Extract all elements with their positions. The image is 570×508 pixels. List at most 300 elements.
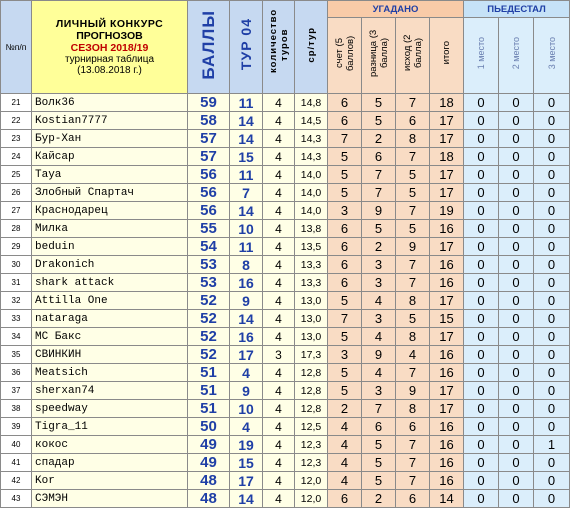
- player-name: СВИНКИН: [32, 346, 188, 364]
- tour-points: 14: [230, 130, 263, 148]
- avg-per-tour: 12,0: [295, 472, 328, 490]
- guessed-total: 16: [430, 436, 464, 454]
- guessed-outcome: 4: [396, 346, 430, 364]
- tour-points: 14: [230, 112, 263, 130]
- guessed-score: 2: [328, 400, 362, 418]
- guessed-score: 6: [328, 220, 362, 238]
- row-number: 37: [1, 382, 32, 400]
- guessed-outcome: 7: [396, 94, 430, 112]
- tours-count: 4: [263, 328, 295, 346]
- guessed-total: 16: [430, 220, 464, 238]
- guessed-total: 17: [430, 400, 464, 418]
- table-label: турнирная таблица: [64, 54, 155, 65]
- guessed-outcome: 9: [396, 382, 430, 400]
- place1-count: 0: [464, 436, 499, 454]
- guessed-outcome: 7: [396, 364, 430, 382]
- place1-count: 0: [464, 274, 499, 292]
- guessed-outcome: 8: [396, 292, 430, 310]
- tours-count: 4: [263, 400, 295, 418]
- place2-count: 0: [499, 328, 534, 346]
- tours-count: 4: [263, 436, 295, 454]
- table-row: [1, 220, 570, 238]
- place3-count: 0: [534, 472, 570, 490]
- guessed-score: 6: [328, 274, 362, 292]
- points: 55: [188, 220, 230, 238]
- guessed-diff: 4: [362, 328, 396, 346]
- player-name: beduin: [32, 238, 188, 256]
- season-label: СЕЗОН 2018/19: [70, 42, 149, 54]
- place2-count: 0: [499, 184, 534, 202]
- avg-per-tour: 12,0: [295, 490, 328, 508]
- place2-count: 0: [499, 256, 534, 274]
- player-name: Кайсар: [32, 148, 188, 166]
- tours-count: 4: [263, 490, 295, 508]
- place2-count: 0: [499, 472, 534, 490]
- title-line1: ЛИЧНЫЙ КОНКУРС: [55, 18, 164, 30]
- place2-count: 0: [499, 94, 534, 112]
- guessed-diff: 2: [362, 130, 396, 148]
- standings-body: [1, 94, 570, 508]
- col-header-total: итого: [430, 18, 464, 94]
- place1-count: 0: [464, 238, 499, 256]
- tours-count: 4: [263, 256, 295, 274]
- guessed-outcome: 7: [396, 148, 430, 166]
- tours-count: 4: [263, 112, 295, 130]
- tour-points: 14: [230, 490, 263, 508]
- points: 52: [188, 292, 230, 310]
- place2-count: 0: [499, 148, 534, 166]
- place2-count: 0: [499, 382, 534, 400]
- place1-count: 0: [464, 346, 499, 364]
- col-header-tours-count: количество туров: [263, 1, 295, 94]
- points: 59: [188, 94, 230, 112]
- title-line2: ПРОГНОЗОВ: [76, 30, 143, 42]
- col-header-place2: 2 место: [499, 18, 534, 94]
- guessed-score: 6: [328, 94, 362, 112]
- points: 49: [188, 454, 230, 472]
- tours-count: 4: [263, 238, 295, 256]
- points: 57: [188, 130, 230, 148]
- place2-count: 0: [499, 202, 534, 220]
- tours-count: 4: [263, 130, 295, 148]
- guessed-score: 4: [328, 436, 362, 454]
- avg-per-tour: 13,0: [295, 292, 328, 310]
- table-row: [1, 382, 570, 400]
- guessed-diff: 5: [362, 454, 396, 472]
- avg-per-tour: 12,8: [295, 400, 328, 418]
- col-header-avg: ср/тур: [295, 1, 328, 94]
- place1-count: 0: [464, 112, 499, 130]
- guessed-diff: 5: [362, 436, 396, 454]
- tour-points: 8: [230, 256, 263, 274]
- tours-count: 4: [263, 94, 295, 112]
- table-row: [1, 454, 570, 472]
- guessed-score: 5: [328, 184, 362, 202]
- guessed-diff: 6: [362, 148, 396, 166]
- tour-points: 4: [230, 364, 263, 382]
- tours-count: 4: [263, 292, 295, 310]
- avg-per-tour: 13,0: [295, 310, 328, 328]
- place2-count: 0: [499, 166, 534, 184]
- guessed-score: 5: [328, 292, 362, 310]
- contest-title-block: [32, 1, 188, 94]
- guessed-total: 18: [430, 148, 464, 166]
- place2-count: 0: [499, 238, 534, 256]
- player-name: МС Бакс: [32, 328, 188, 346]
- guessed-total: 16: [430, 256, 464, 274]
- tour-points: 9: [230, 382, 263, 400]
- place3-count: 0: [534, 220, 570, 238]
- guessed-diff: 3: [362, 274, 396, 292]
- table-row: [1, 310, 570, 328]
- tours-count: 4: [263, 418, 295, 436]
- avg-per-tour: 12,3: [295, 454, 328, 472]
- guessed-total: 16: [430, 274, 464, 292]
- place3-count: 0: [534, 148, 570, 166]
- points: 56: [188, 202, 230, 220]
- table-row: [1, 328, 570, 346]
- place1-count: 0: [464, 166, 499, 184]
- avg-per-tour: 14,0: [295, 166, 328, 184]
- guessed-score: 6: [328, 490, 362, 508]
- points: 48: [188, 472, 230, 490]
- tours-count: 4: [263, 274, 295, 292]
- col-header-place1: 1 место: [464, 18, 499, 94]
- player-name: sherxan74: [32, 382, 188, 400]
- player-name: СЭМЭН: [32, 490, 188, 508]
- guessed-outcome: 7: [396, 256, 430, 274]
- guessed-score: 3: [328, 202, 362, 220]
- table-row: [1, 166, 570, 184]
- place3-count: 0: [534, 238, 570, 256]
- guessed-outcome: 8: [396, 130, 430, 148]
- guessed-diff: 7: [362, 400, 396, 418]
- avg-per-tour: 14,0: [295, 202, 328, 220]
- guessed-diff: 2: [362, 490, 396, 508]
- player-name: shark attack: [32, 274, 188, 292]
- tour-points: 7: [230, 184, 263, 202]
- guessed-score: 6: [328, 112, 362, 130]
- guessed-total: 16: [430, 364, 464, 382]
- table-row: [1, 418, 570, 436]
- place1-count: 0: [464, 130, 499, 148]
- row-number: 34: [1, 328, 32, 346]
- avg-per-tour: 14,3: [295, 148, 328, 166]
- place3-count: 0: [534, 112, 570, 130]
- place2-count: 0: [499, 220, 534, 238]
- avg-per-tour: 14,3: [295, 130, 328, 148]
- col-header-diff: разница (3 балла): [362, 18, 396, 94]
- row-number: 38: [1, 400, 32, 418]
- place3-count: 0: [534, 166, 570, 184]
- guessed-total: 16: [430, 454, 464, 472]
- place1-count: 0: [464, 184, 499, 202]
- table-row: [1, 400, 570, 418]
- avg-per-tour: 14,8: [295, 94, 328, 112]
- tour-points: 11: [230, 166, 263, 184]
- guessed-total: 17: [430, 130, 464, 148]
- table-row: [1, 274, 570, 292]
- tours-count: 4: [263, 310, 295, 328]
- row-number: 41: [1, 454, 32, 472]
- place3-count: 0: [534, 364, 570, 382]
- row-number: 29: [1, 238, 32, 256]
- table-row: [1, 490, 570, 508]
- points: 56: [188, 166, 230, 184]
- row-number: 35: [1, 346, 32, 364]
- avg-per-tour: 14,0: [295, 184, 328, 202]
- guessed-outcome: 6: [396, 490, 430, 508]
- table-row: [1, 112, 570, 130]
- tours-count: 4: [263, 364, 295, 382]
- player-name: спадар: [32, 454, 188, 472]
- guessed-diff: 7: [362, 184, 396, 202]
- table-row: [1, 256, 570, 274]
- place1-count: 0: [464, 220, 499, 238]
- tours-count: 4: [263, 472, 295, 490]
- player-name: Kor: [32, 472, 188, 490]
- place3-count: 0: [534, 310, 570, 328]
- guessed-diff: 5: [362, 94, 396, 112]
- guessed-outcome: 7: [396, 472, 430, 490]
- table-row: [1, 346, 570, 364]
- guessed-diff: 3: [362, 382, 396, 400]
- points: 51: [188, 364, 230, 382]
- table-row: [1, 292, 570, 310]
- points: 54: [188, 238, 230, 256]
- place1-count: 0: [464, 382, 499, 400]
- row-number: 39: [1, 418, 32, 436]
- guessed-score: 5: [328, 364, 362, 382]
- tours-count: 3: [263, 346, 295, 364]
- guessed-total: 17: [430, 292, 464, 310]
- tours-count: 4: [263, 202, 295, 220]
- avg-per-tour: 12,3: [295, 436, 328, 454]
- tour-points: 11: [230, 238, 263, 256]
- guessed-outcome: 5: [396, 220, 430, 238]
- tours-count: 4: [263, 454, 295, 472]
- place1-count: 0: [464, 472, 499, 490]
- points: 56: [188, 184, 230, 202]
- place2-count: 0: [499, 292, 534, 310]
- place2-count: 0: [499, 418, 534, 436]
- player-name: Taya: [32, 166, 188, 184]
- col-header-tour: ТУР 04: [230, 1, 263, 94]
- guessed-diff: 3: [362, 256, 396, 274]
- row-number: 31: [1, 274, 32, 292]
- place1-count: 0: [464, 490, 499, 508]
- avg-per-tour: 13,8: [295, 220, 328, 238]
- place3-count: 0: [534, 292, 570, 310]
- group-header-podium: ПЬЕДЕСТАЛ: [464, 1, 570, 18]
- guessed-outcome: 7: [396, 454, 430, 472]
- row-number: 26: [1, 184, 32, 202]
- points: 52: [188, 328, 230, 346]
- tour-points: 10: [230, 400, 263, 418]
- row-number: 42: [1, 472, 32, 490]
- table-row: [1, 436, 570, 454]
- place3-count: 0: [534, 490, 570, 508]
- place1-count: 0: [464, 310, 499, 328]
- avg-per-tour: 12,8: [295, 382, 328, 400]
- place3-count: 0: [534, 382, 570, 400]
- guessed-score: 7: [328, 310, 362, 328]
- table-row: [1, 238, 570, 256]
- guessed-total: 15: [430, 310, 464, 328]
- table-row: [1, 202, 570, 220]
- date-label: (13.08.2018 г.): [77, 65, 142, 76]
- guessed-diff: 5: [362, 112, 396, 130]
- points: 51: [188, 382, 230, 400]
- place3-count: 0: [534, 274, 570, 292]
- guessed-total: 16: [430, 418, 464, 436]
- guessed-score: 5: [328, 328, 362, 346]
- points: 48: [188, 490, 230, 508]
- col-header-points: БАЛЛЫ: [188, 1, 230, 94]
- place2-count: 0: [499, 490, 534, 508]
- guessed-score: 4: [328, 418, 362, 436]
- row-number: 21: [1, 94, 32, 112]
- avg-per-tour: 14,5: [295, 112, 328, 130]
- player-name: кокос: [32, 436, 188, 454]
- place3-count: 0: [534, 328, 570, 346]
- tour-points: 11: [230, 94, 263, 112]
- row-number: 24: [1, 148, 32, 166]
- guessed-score: 6: [328, 238, 362, 256]
- guessed-total: 17: [430, 112, 464, 130]
- row-number: 27: [1, 202, 32, 220]
- player-name: Tigra_11: [32, 418, 188, 436]
- tours-count: 4: [263, 166, 295, 184]
- col-header-number: №п/п: [1, 1, 32, 94]
- row-number: 25: [1, 166, 32, 184]
- guessed-total: 19: [430, 202, 464, 220]
- row-number: 33: [1, 310, 32, 328]
- table-row: [1, 130, 570, 148]
- guessed-outcome: 8: [396, 328, 430, 346]
- place3-count: 0: [534, 130, 570, 148]
- guessed-total: 17: [430, 184, 464, 202]
- group-header-guessed: УГАДАНО: [328, 1, 464, 18]
- place2-count: 0: [499, 130, 534, 148]
- points: 52: [188, 310, 230, 328]
- place1-count: 0: [464, 148, 499, 166]
- tour-points: 16: [230, 328, 263, 346]
- guessed-outcome: 9: [396, 238, 430, 256]
- player-name: Drakonich: [32, 256, 188, 274]
- guessed-score: 5: [328, 382, 362, 400]
- row-number: 28: [1, 220, 32, 238]
- guessed-diff: 2: [362, 238, 396, 256]
- guessed-outcome: 5: [396, 166, 430, 184]
- row-number: 23: [1, 130, 32, 148]
- guessed-score: 4: [328, 454, 362, 472]
- guessed-score: 7: [328, 130, 362, 148]
- table-row: [1, 148, 570, 166]
- points: 57: [188, 148, 230, 166]
- points: 50: [188, 418, 230, 436]
- place3-count: 0: [534, 418, 570, 436]
- player-name: Волк36: [32, 94, 188, 112]
- guessed-outcome: 8: [396, 400, 430, 418]
- guessed-diff: 4: [362, 364, 396, 382]
- table-row: [1, 94, 570, 112]
- guessed-total: 17: [430, 166, 464, 184]
- place2-count: 0: [499, 274, 534, 292]
- guessed-total: 14: [430, 490, 464, 508]
- place1-count: 0: [464, 400, 499, 418]
- points: 49: [188, 436, 230, 454]
- place1-count: 0: [464, 328, 499, 346]
- place3-count: 0: [534, 256, 570, 274]
- avg-per-tour: 17,3: [295, 346, 328, 364]
- place3-count: 0: [534, 94, 570, 112]
- tours-count: 4: [263, 382, 295, 400]
- guessed-diff: 6: [362, 418, 396, 436]
- place1-count: 0: [464, 292, 499, 310]
- tour-points: 9: [230, 292, 263, 310]
- tour-points: 19: [230, 436, 263, 454]
- place1-count: 0: [464, 202, 499, 220]
- points: 53: [188, 274, 230, 292]
- place2-count: 0: [499, 364, 534, 382]
- player-name: Kostian7777: [32, 112, 188, 130]
- place1-count: 0: [464, 418, 499, 436]
- place2-count: 0: [499, 436, 534, 454]
- player-name: Милка: [32, 220, 188, 238]
- place3-count: 0: [534, 202, 570, 220]
- points: 58: [188, 112, 230, 130]
- points: 52: [188, 346, 230, 364]
- guessed-outcome: 6: [396, 112, 430, 130]
- guessed-diff: 4: [362, 292, 396, 310]
- guessed-outcome: 6: [396, 418, 430, 436]
- guessed-score: 5: [328, 148, 362, 166]
- guessed-outcome: 5: [396, 184, 430, 202]
- col-header-place3: 3 место: [534, 18, 570, 94]
- tour-points: 14: [230, 202, 263, 220]
- avg-per-tour: 12,5: [295, 418, 328, 436]
- guessed-total: 16: [430, 346, 464, 364]
- avg-per-tour: 13,5: [295, 238, 328, 256]
- tour-points: 16: [230, 274, 263, 292]
- guessed-score: 6: [328, 256, 362, 274]
- place1-count: 0: [464, 454, 499, 472]
- place1-count: 0: [464, 364, 499, 382]
- place1-count: 0: [464, 94, 499, 112]
- tour-points: 14: [230, 310, 263, 328]
- guessed-diff: 5: [362, 220, 396, 238]
- avg-per-tour: 12,8: [295, 364, 328, 382]
- player-name: speedway: [32, 400, 188, 418]
- tour-points: 10: [230, 220, 263, 238]
- guessed-score: 3: [328, 346, 362, 364]
- player-name: Краснодарец: [32, 202, 188, 220]
- table-row: [1, 184, 570, 202]
- guessed-total: 18: [430, 94, 464, 112]
- row-number: 40: [1, 436, 32, 454]
- guessed-diff: 5: [362, 472, 396, 490]
- avg-per-tour: 13,3: [295, 256, 328, 274]
- place2-count: 0: [499, 112, 534, 130]
- guessed-score: 5: [328, 166, 362, 184]
- table-row: [1, 472, 570, 490]
- avg-per-tour: 13,3: [295, 274, 328, 292]
- guessed-total: 17: [430, 238, 464, 256]
- avg-per-tour: 13,0: [295, 328, 328, 346]
- points: 53: [188, 256, 230, 274]
- place2-count: 0: [499, 454, 534, 472]
